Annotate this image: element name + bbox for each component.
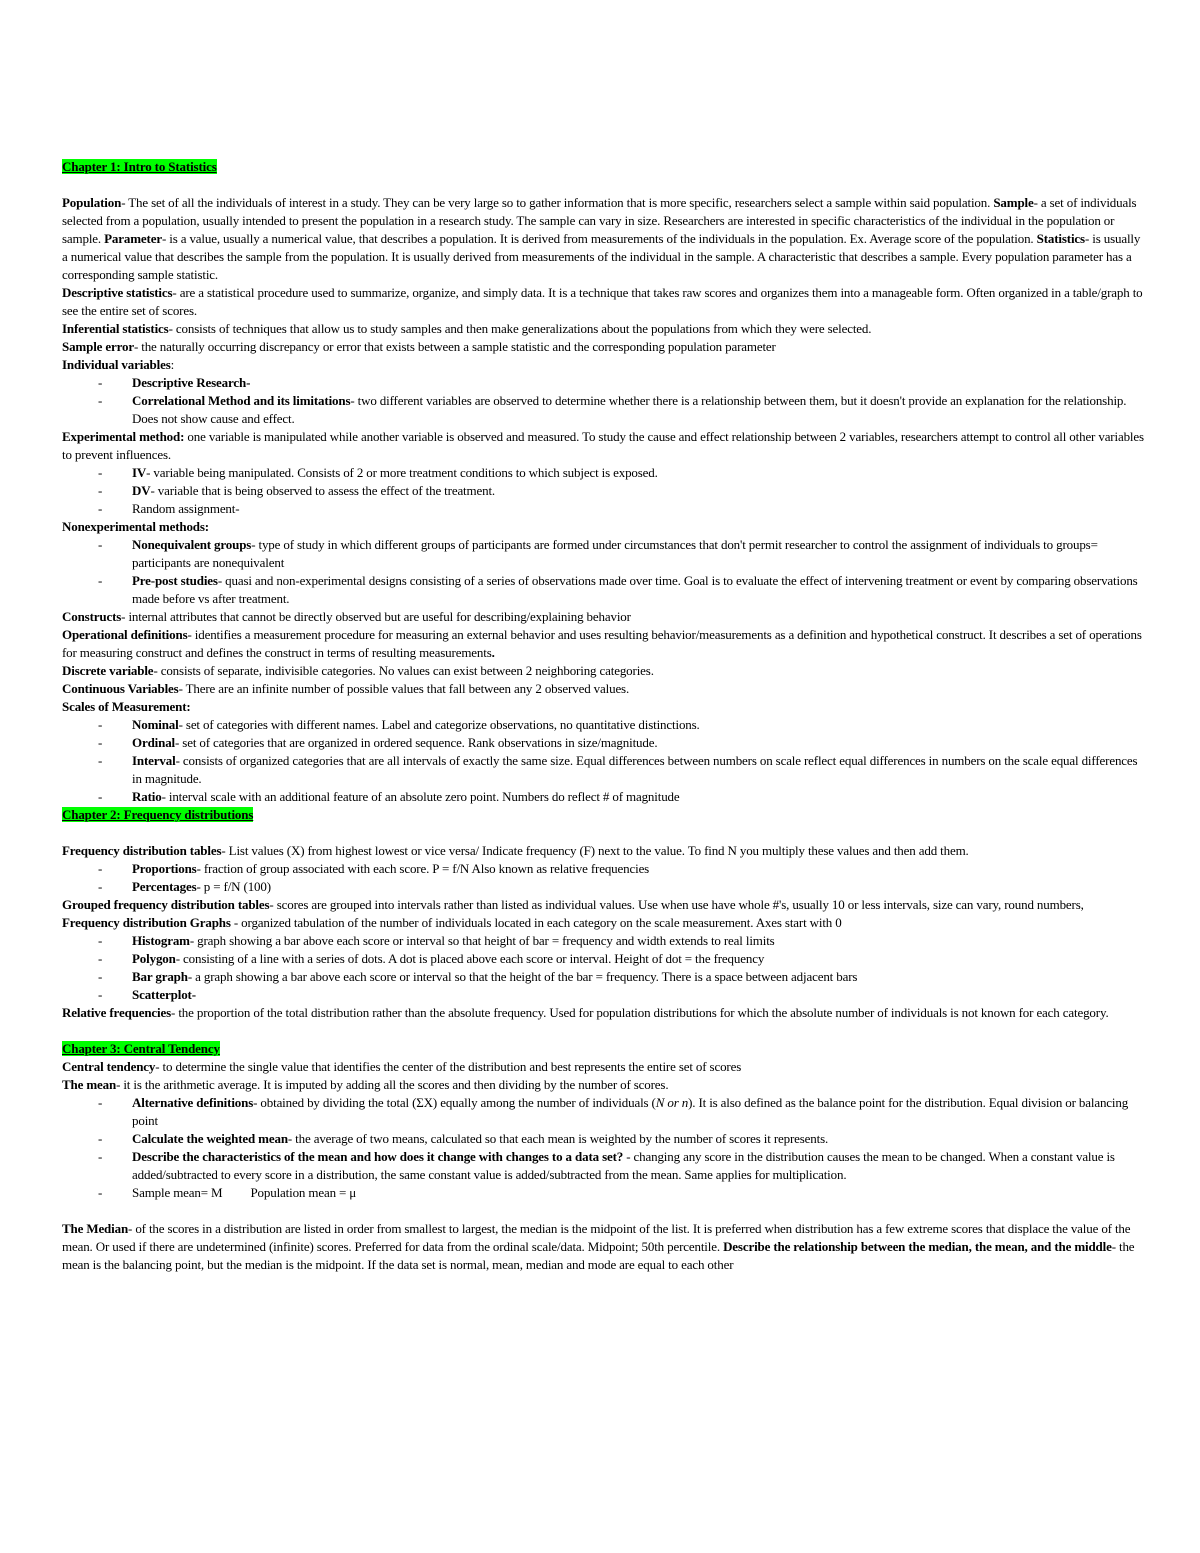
list-item: - Nonequivalent groups- type of study in which different groups of participants are formed under circumstances that don't permit researcher to control the assignment of individuals to groups= participants are nonequivalent bbox=[98, 537, 1098, 570]
population-paragraph: Population- The set of all the individuals of interest in a study. They can be very large so to gather information that is more specific, researchers select a sample within said population. Sample- a set of individuals selected from a population, usually intended to present the population in a research study. The sample can vary in size. Researchers are interested in specific characteristics of the individual in the population or sample. Parameter- is a value, usually a numerical value, that describes a population. It is derived from measurements of the individuals in the population. Ex. Average score of the population. Statistics- is usually a numerical value that describes the sample from the population. It is usually derived from measurements of the individual in the sample. A characteristic that describes a sample. Every population parameter has a corresponding sample statistic. bbox=[62, 195, 1141, 282]
list-item: - Nominal- set of categories with different names. Label and categorize observations, no quantitative distinctions. bbox=[98, 717, 700, 732]
bullet-list bbox=[62, 716, 1148, 806]
document-page bbox=[62, 158, 1148, 1274]
definition-paragraph: Individual variables: bbox=[62, 357, 175, 372]
list-item: - Pre-post studies- quasi and non-experimental designs consisting of a series of observations made over time. Goal is to evaluate the effect of intervening treatment or event by comparing observations made before vs after treatment. bbox=[98, 573, 1138, 606]
list-item: - Ordinal- set of categories that are organized in ordered sequence. Rank observations in size/magnitude. bbox=[98, 735, 658, 750]
list-item: - Percentages- p = f/N (100) bbox=[98, 879, 271, 894]
bullet-list bbox=[62, 536, 1148, 608]
list-item: - Bar graph- a graph showing a bar above each score or interval so that the height of the bar = frequency. There is a space between adjacent bars bbox=[98, 969, 858, 984]
bullet-list bbox=[62, 374, 1148, 428]
chapter-title: Chapter 2: Frequency distributions bbox=[62, 807, 254, 822]
list-item: - Descriptive Research- bbox=[98, 375, 251, 390]
list-item: - DV- variable that is being observed to assess the effect of the treatment. bbox=[98, 483, 496, 498]
definition-paragraph: Sample error- the naturally occurring discrepancy or error that exists between a sample statistic and the corresponding population parameter bbox=[62, 339, 776, 354]
definition-paragraph: Relative frequencies- the proportion of the total distribution rather than the absolute frequency. Used for population distributions for which the absolute number of individuals is not known for each category. bbox=[62, 1005, 1109, 1020]
list-item: - Interval- consists of organized categories that are all intervals of exactly the same size. Equal differences between numbers on scale reflect equal differences in numbers on the scale equal differences in magnitude. bbox=[98, 753, 1138, 786]
definition-paragraph: Scales of Measurement: bbox=[62, 699, 191, 714]
list-item: - Scatterplot- bbox=[98, 987, 196, 1002]
definition-paragraph: Grouped frequency distribution tables- scores are grouped into intervals rather than listed as individual values. Use when use have whole #'s, usually 10 or less intervals, size can vary, round numbers, bbox=[62, 897, 1084, 912]
list-item: - Polygon- consisting of a line with a series of dots. A dot is placed above each score or interval. Height of dot = the frequency bbox=[98, 951, 765, 966]
list-item: - Proportions- fraction of group associated with each score. P = f/N Also known as relative frequencies bbox=[98, 861, 650, 876]
definition-paragraph: Inferential statistics- consists of techniques that allow us to study samples and then make generalizations about the populations from which they were selected. bbox=[62, 321, 872, 336]
bullet-list bbox=[62, 932, 1148, 1004]
bullet-list bbox=[62, 860, 1148, 896]
list-item: - Histogram- graph showing a bar above each score or interval so that height of bar = frequency and width extends to real limits bbox=[98, 933, 775, 948]
list-item: - Correlational Method and its limitations- two different variables are observed to determine whether there is a relationship between them, but it doesn't provide an explanation for the relationship. Does not show cause and effect. bbox=[98, 393, 1127, 426]
definition-paragraph: The mean- it is the arithmetic average. It is imputed by adding all the scores and then dividing by the number of scores. bbox=[62, 1077, 669, 1092]
list-item: - Calculate the weighted mean- the average of two means, calculated so that each mean is weighted by the number of scores it represents. bbox=[98, 1131, 829, 1146]
definition-paragraph: Frequency distribution Graphs - organized tabulation of the number of individuals located in each category on the scale measurement. Axes start with 0 bbox=[62, 915, 842, 930]
definition-paragraph: Descriptive statistics- are a statistical procedure used to summarize, organize, and simply data. It is a technique that takes raw scores and organizes them into a manageable form. Often organized in a table/graph to see the entire set of scores. bbox=[62, 285, 1143, 318]
definition-paragraph: Central tendency- to determine the single value that identifies the center of the distribution and best represents the entire set of scores bbox=[62, 1059, 742, 1074]
list-item: - Describe the characteristics of the mean and how does it change with changes to a data set? - changing any score in the distribution causes the mean to be changed. When a constant value is added/subtracted to every score in a distribution, the same constant value is added/subtracted from the mean. Same applies for multiplication. bbox=[98, 1149, 1115, 1182]
list-item: - Alternative definitions- obtained by dividing the total (ΣX) equally among the number of individuals (N or n). It is also defined as the balance point for the distribution. Equal division or balancing point bbox=[98, 1095, 1129, 1128]
definition-paragraph: Operational definitions- identifies a measurement procedure for measuring an external behavior and uses resulting behavior/measurements as a definition and hypothetical construct. It describes a set of operations for measuring construct and defines the construct in terms of resulting measurements. bbox=[62, 627, 1142, 660]
definition-paragraph: Constructs- internal attributes that cannot be directly observed but are useful for describing/explaining behavior bbox=[62, 609, 631, 624]
chapter-1-heading bbox=[62, 158, 1148, 176]
chapter-title: Chapter 1: Intro to Statistics bbox=[62, 159, 217, 174]
median-paragraph: The Median- of the scores in a distribution are listed in order from smallest to largest, the median is the midpoint of the list. It is preferred when distribution has a few extreme scores that displace the value of the mean. Or used if there are undetermined (infinite) scores. Preferred for data from the ordinal scale/data. Midpoint; 50th percentile. Describe the relationship between the median, the mean, and the middle- the mean is the balancing point, but the median is the midpoint. If the data set is normal, mean, median and mode are equal to each other bbox=[62, 1221, 1135, 1272]
definition-paragraph: Nonexperimental methods: bbox=[62, 519, 209, 534]
list-item: - Sample mean= M Population mean = μ bbox=[98, 1185, 357, 1200]
definition-paragraph: Discrete variable- consists of separate, indivisible categories. No values can exist between 2 neighboring categories. bbox=[62, 663, 654, 678]
definition-paragraph: Experimental method: one variable is manipulated while another variable is observed and measured. To study the cause and effect relationship between 2 variables, researchers attempt to control all other variables to prevent influences. bbox=[62, 429, 1144, 462]
list-item: - IV- variable being manipulated. Consists of 2 or more treatment conditions to which subject is exposed. bbox=[98, 465, 658, 480]
bullet-list bbox=[62, 1094, 1148, 1202]
definition-paragraph: Continuous Variables- There are an infinite number of possible values that fall between any 2 observed values. bbox=[62, 681, 630, 696]
list-item: - Ratio- interval scale with an additional feature of an absolute zero point. Numbers do reflect # of magnitude bbox=[98, 789, 680, 804]
chapter-2-heading bbox=[62, 806, 1148, 824]
definition-paragraph: Frequency distribution tables- List values (X) from highest lowest or vice versa/ Indicate frequency (F) next to the value. To find N you multiply these values and then add them. bbox=[62, 843, 969, 858]
chapter-title: Chapter 3: Central Tendency bbox=[62, 1041, 220, 1056]
chapter-3-heading bbox=[62, 1040, 1148, 1058]
bullet-list bbox=[62, 464, 1148, 518]
list-item: - Random assignment- bbox=[98, 501, 240, 516]
